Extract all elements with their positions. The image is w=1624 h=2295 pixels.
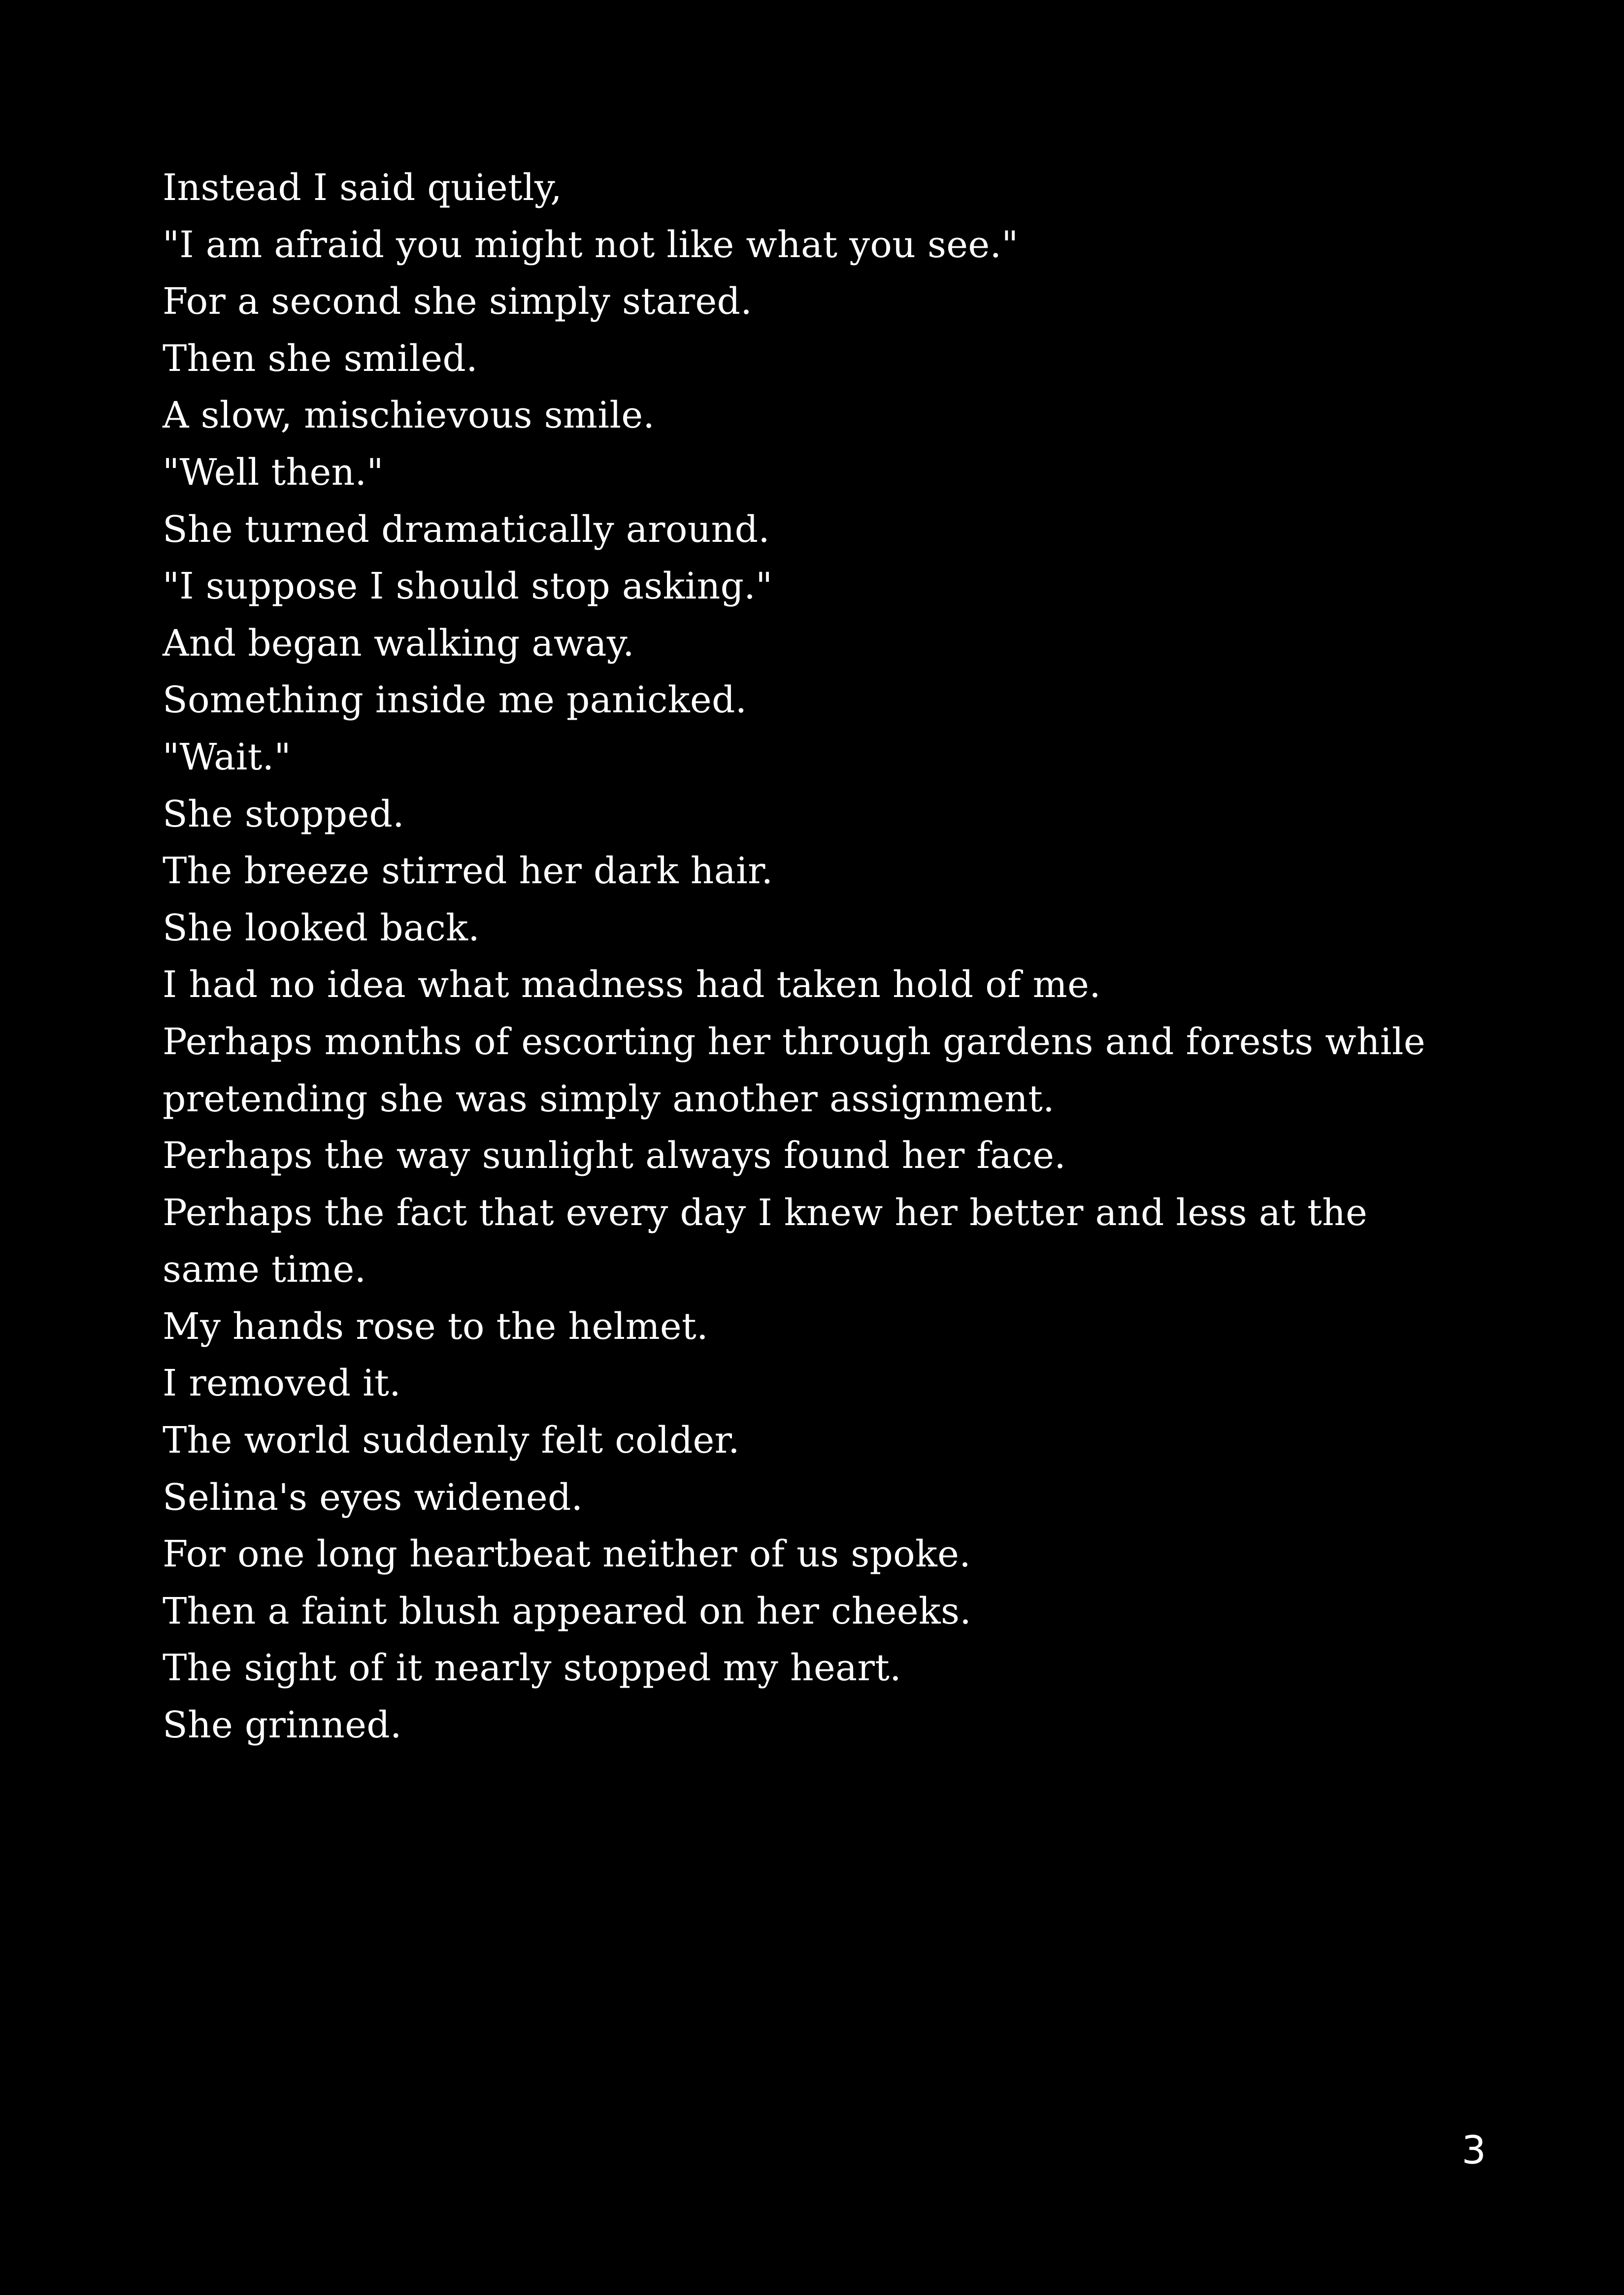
story-line: My hands rose to the helmet. bbox=[163, 1305, 708, 1348]
story-line: Selina's eyes widened. bbox=[163, 1476, 583, 1519]
story-line: Then a faint blush appeared on her cheeks. bbox=[163, 1590, 972, 1632]
story-line: She grinned. bbox=[163, 1704, 402, 1747]
story-line: And began walking away. bbox=[163, 622, 634, 665]
story-line: Perhaps the way sunlight always found her face. bbox=[163, 1134, 1066, 1177]
story-line: She stopped. bbox=[163, 793, 404, 835]
story-line: She turned dramatically around. bbox=[163, 508, 770, 551]
story-line: "Wait." bbox=[163, 735, 291, 778]
story-line: I had no idea what madness had taken hold of me. bbox=[163, 964, 1101, 1006]
story-text bbox=[163, 160, 1463, 1754]
story-line: "I suppose I should stop asking." bbox=[163, 565, 773, 608]
story-line: Perhaps the fact that every day I knew her better and less at the same time. bbox=[163, 1191, 1379, 1291]
story-line: For a second she simply stared. bbox=[163, 280, 753, 323]
story-line: Instead I said quietly, bbox=[163, 166, 563, 209]
story-line: For one long heartbeat neither of us spoke. bbox=[163, 1533, 971, 1576]
story-line: "I am afraid you might not like what you see." bbox=[163, 223, 1019, 266]
story-line: "Well then." bbox=[163, 451, 384, 494]
story-line: I removed it. bbox=[163, 1362, 401, 1405]
story-line: The sight of it nearly stopped my heart. bbox=[163, 1647, 901, 1690]
story-line: A slow, mischievous smile. bbox=[163, 394, 655, 437]
story-line: The breeze stirred her dark hair. bbox=[163, 850, 773, 893]
page-number: 3 bbox=[1461, 2129, 1486, 2173]
story-line: She looked back. bbox=[163, 906, 480, 949]
story-line: The world suddenly felt colder. bbox=[163, 1419, 740, 1462]
story-line: Something inside me panicked. bbox=[163, 679, 747, 722]
story-line: Then she smiled. bbox=[163, 337, 478, 380]
story-line: Perhaps months of escorting her through gardens and forests while pretending she was simply another assignment. bbox=[163, 1020, 1437, 1120]
